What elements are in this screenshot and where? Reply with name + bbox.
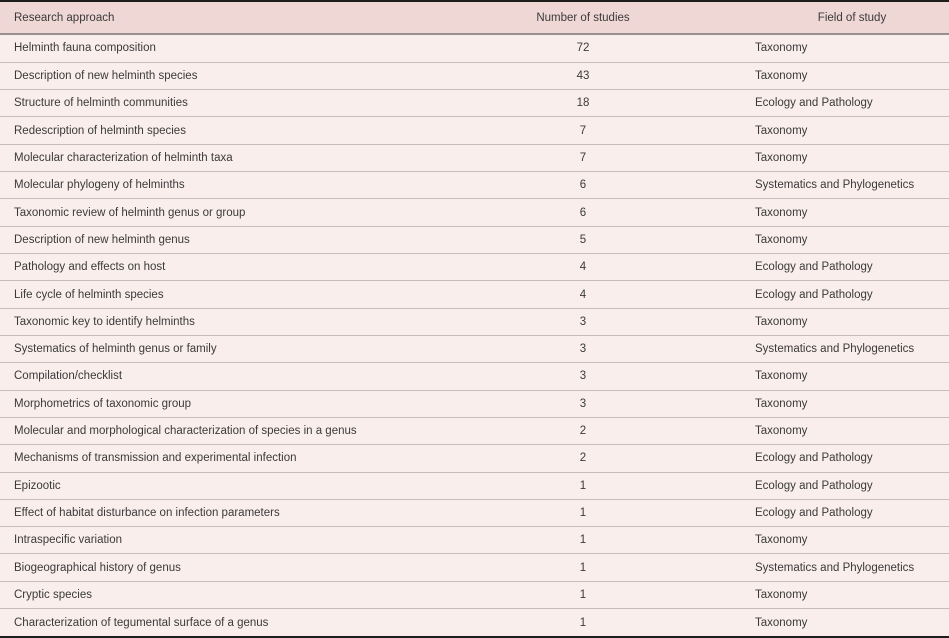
research-approach-cell: Cryptic species (0, 581, 493, 608)
table-row (0, 335, 949, 362)
research-approach-cell: Description of new helminth genus (0, 226, 493, 253)
research-approach-cell: Molecular and morphological characterization of species in a genus (0, 417, 493, 444)
study-count-cell: 1 (493, 609, 673, 637)
research-approach-cell: Taxonomic review of helminth genus or group (0, 199, 493, 226)
column-header-number-of-studies: Number of studies (493, 1, 673, 34)
field-of-study-cell: Taxonomy (673, 226, 949, 253)
study-count-cell: 4 (493, 281, 673, 308)
study-count-cell: 5 (493, 226, 673, 253)
research-approach-cell: Characterization of tegumental surface of a genus (0, 609, 493, 637)
study-count-cell: 1 (493, 527, 673, 554)
research-approach-cell: Life cycle of helminth species (0, 281, 493, 308)
field-of-study-cell: Taxonomy (755, 42, 808, 55)
table-row (0, 581, 949, 608)
table-row (0, 445, 949, 472)
study-count-cell: 3 (493, 363, 673, 390)
research-approach-cell: Helminth fauna composition (14, 42, 156, 55)
table-row (0, 527, 949, 554)
field-of-study-cell: Taxonomy (673, 581, 949, 608)
research-approach-cell: Mechanisms of transmission and experimental infection (0, 445, 493, 472)
research-approach-cell: Compilation/checklist (0, 363, 493, 390)
table-row (0, 226, 949, 253)
research-approach-cell: Intraspecific variation (0, 527, 493, 554)
field-of-study-cell: Taxonomy (673, 527, 949, 554)
table-header (0, 1, 949, 34)
field-of-study-cell: Taxonomy (673, 609, 949, 637)
research-approach-cell: Structure of helminth communities (0, 90, 493, 117)
study-count-cell: 3 (493, 335, 673, 362)
field-of-study-cell: Ecology and Pathology (673, 281, 949, 308)
research-approach-cell: Systematics of helminth genus or family (0, 335, 493, 362)
table-row (0, 281, 949, 308)
table-row (0, 199, 949, 226)
field-of-study-cell: Taxonomy (673, 62, 949, 89)
study-count-cell: 18 (493, 90, 673, 117)
study-count-cell: 1 (493, 554, 673, 581)
study-count-cell: 2 (493, 445, 673, 472)
field-of-study-cell: Ecology and Pathology (673, 90, 949, 117)
research-approach-cell: Biogeographical history of genus (0, 554, 493, 581)
table-row (0, 363, 949, 390)
study-count-cell: 6 (493, 199, 673, 226)
research-approach-cell: Effect of habitat disturbance on infection parameters (0, 499, 493, 526)
study-count-cell: 7 (493, 144, 673, 171)
column-header-field-of-study: Field of study (673, 1, 949, 34)
study-count-cell: 2 (493, 417, 673, 444)
study-count-cell: 1 (493, 472, 673, 499)
study-count-cell: 72 (576, 42, 590, 55)
research-approach-cell: Epizootic (0, 472, 493, 499)
field-of-study-cell: Taxonomy (673, 199, 949, 226)
study-count-cell: 3 (493, 308, 673, 335)
field-of-study-cell: Systematics and Phylogenetics (673, 172, 949, 199)
research-approach-cell: Taxonomic key to identify helminths (0, 308, 493, 335)
field-of-study-cell: Ecology and Pathology (673, 254, 949, 281)
field-of-study-cell: Ecology and Pathology (673, 472, 949, 499)
table-row (0, 144, 949, 171)
field-of-study-cell: Systematics and Phylogenetics (673, 554, 949, 581)
field-of-study-cell: Taxonomy (673, 417, 949, 444)
table-body (0, 34, 949, 637)
study-count-cell: 1 (493, 499, 673, 526)
field-of-study-cell: Taxonomy (673, 390, 949, 417)
table-row (0, 499, 949, 526)
study-count-cell: 43 (493, 62, 673, 89)
research-approach-cell: Molecular characterization of helminth taxa (0, 144, 493, 171)
table-row (0, 172, 949, 199)
research-approach-cell: Redescription of helminth species (0, 117, 493, 144)
table-row (0, 472, 949, 499)
field-of-study-cell: Ecology and Pathology (673, 445, 949, 472)
table-row (0, 390, 949, 417)
table-row (0, 90, 949, 117)
field-of-study-cell: Taxonomy (673, 117, 949, 144)
table-row (0, 254, 949, 281)
table-row (0, 34, 949, 62)
field-of-study-cell: Taxonomy (673, 144, 949, 171)
study-count-cell: 3 (493, 390, 673, 417)
study-count-cell: 1 (493, 581, 673, 608)
table-row (0, 554, 949, 581)
table-row (0, 308, 949, 335)
field-of-study-cell: Systematics and Phylogenetics (673, 335, 949, 362)
table-row (0, 62, 949, 89)
field-of-study-cell: Ecology and Pathology (673, 499, 949, 526)
research-approach-cell: Description of new helminth species (0, 62, 493, 89)
table-row (0, 117, 949, 144)
study-count-cell: 7 (493, 117, 673, 144)
study-count-cell: 6 (493, 172, 673, 199)
research-approach-cell: Morphometrics of taxonomic group (0, 390, 493, 417)
column-header-research-approach: Research approach (0, 1, 493, 34)
field-of-study-cell: Taxonomy (673, 363, 949, 390)
research-approach-cell: Molecular phylogeny of helminths (0, 172, 493, 199)
field-of-study-cell: Taxonomy (673, 308, 949, 335)
table-row (0, 417, 949, 444)
header-row (0, 1, 949, 34)
study-count-cell: 4 (493, 254, 673, 281)
table-row (0, 609, 949, 637)
research-approach-cell: Pathology and effects on host (0, 254, 493, 281)
